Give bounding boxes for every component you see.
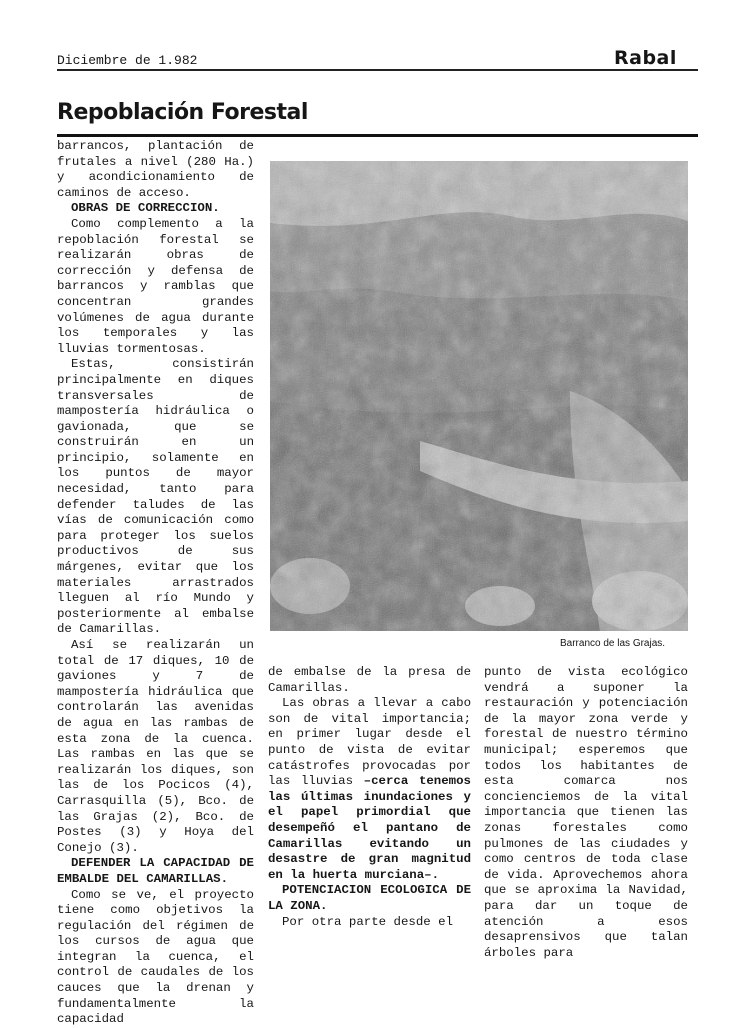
paragraph: Como se ve, el proyecto tiene como objetivos la regulación del régimen de los cursos de agua que integran la cuenca, el control de caudales de los cauces que la drenan y fundamentalmente la capacidad	[57, 887, 254, 1027]
article-title: Repoblación Forestal	[57, 100, 308, 125]
publication-logo: Rabal	[614, 47, 677, 69]
section-heading: OBRAS DE CORRECCION.	[71, 201, 220, 216]
landscape-photo	[270, 161, 688, 631]
text-column-1	[57, 139, 254, 1028]
text-column-3	[484, 665, 688, 961]
paragraph: de embalse de la presa de Camarillas.	[268, 665, 471, 695]
paragraph: punto de vista ecológico vendrá a suponer la restauración y potenciación de la mayor zona verde y forestal de nuestro término municipal; esperemos que todos los habitantes de esta comarca nos concienciemos de la vital importancia que tienen las zonas forestales como pulmones de las ciudades y como centros de toda clase de vida. Aprovechemos ahora que se aproxima la Navidad, para dar un toque de atención a esos desaprensivos que talan árboles para	[484, 665, 688, 960]
title-rule	[57, 134, 698, 137]
paragraph: barrancos, plantación de frutales a nivel (280 Ha.) y acondicionamiento de caminos de acceso.	[57, 139, 254, 200]
paragraph-text: Las obras a llevar a cabo son de vital importancia; en primer lugar desde el punto de vista de evitar catástrofes provocadas por las lluvias	[268, 696, 471, 789]
photo-caption: Barranco de las Grajas.	[560, 638, 666, 649]
paragraph-emphasis: –cerca tenemos las últimas inundaciones y el papel primordial que desempeñó el pantano de Camarillas evitando un desastre de gran magnitud en la huerta murciana–.	[268, 774, 471, 882]
photo-illustration	[270, 161, 688, 631]
paragraph: Como complemento a la repoblación forestal se realizarán obras de corrección y defensa de barrancos y ramblas que concentran grandes volúmenes de agua durante los temporales y las lluvias tormentosas.	[57, 216, 254, 356]
paragraph: Así se realizarán un total de 17 diques, 10 de gaviones y 7 de mampostería hidráulica que controlarán las avenidas de agua en las rambas de esta zona de la cuenca. Las rambas en las que se realizarán los diques, son las de los Pocicos (4), Carrasquilla (5), Bco. de las Grajas (2), Bco. de Postes (3) y Hoya del Conejo (3).	[57, 638, 254, 855]
paragraph: Por otra parte desde el	[282, 914, 454, 929]
text-column-2	[268, 665, 471, 930]
paragraph	[268, 696, 471, 883]
section-heading: POTENCIACION ECOLOGICA DE LA ZONA.	[268, 883, 471, 913]
section-heading: DEFENDER LA CAPACIDAD DE EMBALDE DEL CAMARILLAS.	[57, 856, 254, 886]
paragraph: Estas, consistirán principalmente en diques transversales de mampostería hidráulica o gavionada, que se construirán en un principio, solamente en los puntos de mayor necesidad, tanto para defender taludes de las vías de comunicación como para proteger los suelos productivos de sus márgenes, evitar que los materiales arrastrados lleguen al río Mundo y posteriormente al embalse de Camarillas.	[57, 357, 254, 637]
issue-date: Diciembre de 1.982	[57, 53, 198, 68]
header-rule	[57, 69, 698, 71]
